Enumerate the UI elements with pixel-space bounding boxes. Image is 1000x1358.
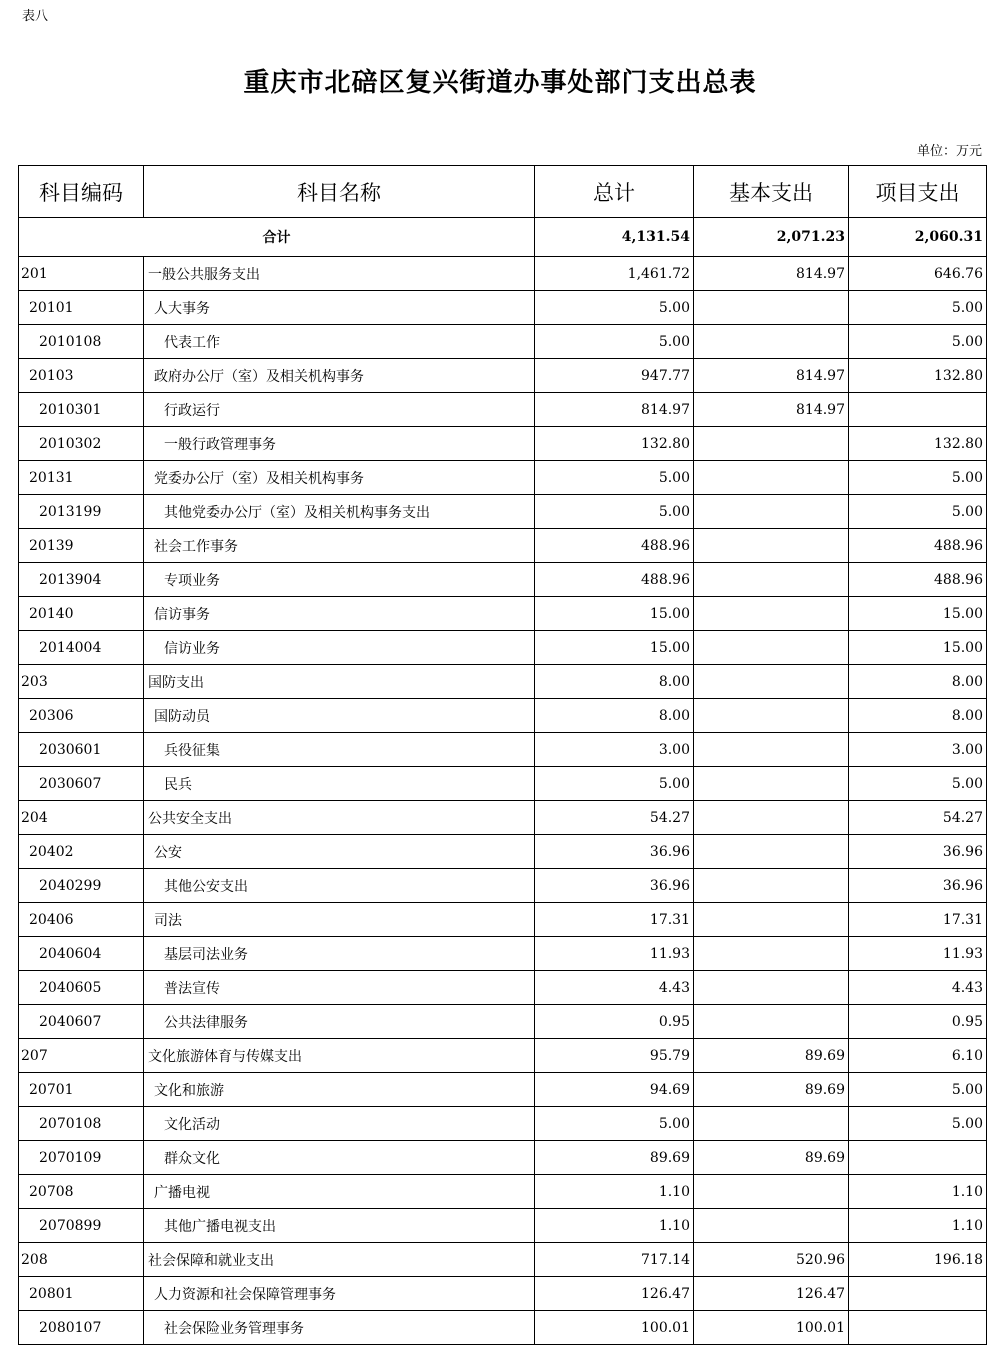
- table-row: [19, 563, 987, 597]
- row-project: 132.80: [849, 427, 987, 461]
- row-name: 基层司法业务: [144, 937, 535, 971]
- row-basic: [694, 1107, 849, 1141]
- row-code: 2040607: [19, 1005, 144, 1039]
- row-code: 2070109: [19, 1141, 144, 1175]
- row-code: 2010108: [19, 325, 144, 359]
- row-name: 政府办公厅（室）及相关机构事务: [144, 359, 535, 393]
- row-project: 132.80: [849, 359, 987, 393]
- row-code: 207: [19, 1039, 144, 1073]
- row-total: 54.27: [535, 801, 694, 835]
- table-row: [19, 1175, 987, 1209]
- row-total: 1,461.72: [535, 257, 694, 291]
- row-basic: [694, 665, 849, 699]
- row-total: 488.96: [535, 563, 694, 597]
- row-basic: [694, 461, 849, 495]
- row-name: 文化活动: [144, 1107, 535, 1141]
- row-basic: [694, 597, 849, 631]
- row-basic: [694, 835, 849, 869]
- row-name: 党委办公厅（室）及相关机构事务: [144, 461, 535, 495]
- row-total: 36.96: [535, 869, 694, 903]
- header-project: 项目支出: [849, 166, 987, 218]
- row-name: 兵役征集: [144, 733, 535, 767]
- row-project: 11.93: [849, 937, 987, 971]
- row-name: 其他广播电视支出: [144, 1209, 535, 1243]
- row-code: 2040605: [19, 971, 144, 1005]
- row-total: 5.00: [535, 767, 694, 801]
- header-row: [19, 166, 987, 218]
- row-code: 2080107: [19, 1311, 144, 1345]
- row-total: 89.69: [535, 1141, 694, 1175]
- row-basic: 100.01: [694, 1311, 849, 1345]
- header-basic: 基本支出: [694, 166, 849, 218]
- table-row: [19, 869, 987, 903]
- row-code: 2040604: [19, 937, 144, 971]
- row-basic: [694, 427, 849, 461]
- row-name: 国防支出: [144, 665, 535, 699]
- row-total: 1.10: [535, 1209, 694, 1243]
- row-project: 15.00: [849, 597, 987, 631]
- row-code: 20101: [19, 291, 144, 325]
- table-row: [19, 1005, 987, 1039]
- row-code: 2013904: [19, 563, 144, 597]
- row-basic: [694, 631, 849, 665]
- row-total: 126.47: [535, 1277, 694, 1311]
- table-row: [19, 461, 987, 495]
- row-name: 信访业务: [144, 631, 535, 665]
- row-basic: 520.96: [694, 1243, 849, 1277]
- table-row: [19, 733, 987, 767]
- header-name: 科目名称: [144, 166, 535, 218]
- row-basic: 89.69: [694, 1039, 849, 1073]
- row-project: 15.00: [849, 631, 987, 665]
- row-basic: [694, 699, 849, 733]
- row-project: 0.95: [849, 1005, 987, 1039]
- row-total: 15.00: [535, 631, 694, 665]
- row-name: 专项业务: [144, 563, 535, 597]
- row-code: 20402: [19, 835, 144, 869]
- row-basic: 814.97: [694, 393, 849, 427]
- table-row: [19, 257, 987, 291]
- table-row: [19, 1243, 987, 1277]
- table-row: [19, 699, 987, 733]
- row-basic: [694, 325, 849, 359]
- row-code: 2013199: [19, 495, 144, 529]
- row-total: 5.00: [535, 461, 694, 495]
- table-row: [19, 1209, 987, 1243]
- row-code: 2040299: [19, 869, 144, 903]
- row-project: 488.96: [849, 529, 987, 563]
- row-total: 8.00: [535, 699, 694, 733]
- row-code: 20708: [19, 1175, 144, 1209]
- table-row: [19, 1107, 987, 1141]
- row-name: 民兵: [144, 767, 535, 801]
- row-total: 947.77: [535, 359, 694, 393]
- row-project: 196.18: [849, 1243, 987, 1277]
- row-basic: 89.69: [694, 1073, 849, 1107]
- row-basic: [694, 495, 849, 529]
- row-code: 20701: [19, 1073, 144, 1107]
- table-tag: 表八: [22, 9, 49, 24]
- row-project: 6.10: [849, 1039, 987, 1073]
- row-total: 36.96: [535, 835, 694, 869]
- row-total: 17.31: [535, 903, 694, 937]
- row-total: 11.93: [535, 937, 694, 971]
- row-name: 社会工作事务: [144, 529, 535, 563]
- row-code: 2030607: [19, 767, 144, 801]
- table-row: [19, 1141, 987, 1175]
- row-code: 2014004: [19, 631, 144, 665]
- table-row: [19, 325, 987, 359]
- row-total: 132.80: [535, 427, 694, 461]
- row-name: 人力资源和社会保障管理事务: [144, 1277, 535, 1311]
- row-name: 社会保险业务管理事务: [144, 1311, 535, 1345]
- row-project: [849, 1311, 987, 1345]
- row-basic: [694, 1209, 849, 1243]
- row-project: 488.96: [849, 563, 987, 597]
- row-name: 群众文化: [144, 1141, 535, 1175]
- row-project: 4.43: [849, 971, 987, 1005]
- row-basic: [694, 971, 849, 1005]
- row-project: [849, 1277, 987, 1311]
- row-basic: [694, 801, 849, 835]
- row-name: 公共法律服务: [144, 1005, 535, 1039]
- table-row: [19, 801, 987, 835]
- row-project: 8.00: [849, 665, 987, 699]
- expenditure-table: [18, 165, 987, 1345]
- row-project: 36.96: [849, 835, 987, 869]
- row-project: 5.00: [849, 291, 987, 325]
- row-project: 5.00: [849, 325, 987, 359]
- row-total: 95.79: [535, 1039, 694, 1073]
- row-name: 公安: [144, 835, 535, 869]
- row-name: 行政运行: [144, 393, 535, 427]
- row-total: 5.00: [535, 1107, 694, 1141]
- row-code: 2070108: [19, 1107, 144, 1141]
- row-name: 司法: [144, 903, 535, 937]
- table-row: [19, 665, 987, 699]
- total-label: 合计: [19, 218, 535, 257]
- unit-label: 单位：万元: [916, 144, 982, 159]
- row-project: 5.00: [849, 1073, 987, 1107]
- row-code: 20131: [19, 461, 144, 495]
- row-name: 文化和旅游: [144, 1073, 535, 1107]
- table-row: [19, 971, 987, 1005]
- row-total: 814.97: [535, 393, 694, 427]
- row-code: 20406: [19, 903, 144, 937]
- row-name: 一般公共服务支出: [144, 257, 535, 291]
- table-row: [19, 1039, 987, 1073]
- table-row: [19, 495, 987, 529]
- row-basic: 814.97: [694, 359, 849, 393]
- row-code: 208: [19, 1243, 144, 1277]
- row-project: 5.00: [849, 461, 987, 495]
- row-code: 203: [19, 665, 144, 699]
- row-name: 代表工作: [144, 325, 535, 359]
- table-row: [19, 393, 987, 427]
- row-basic: [694, 563, 849, 597]
- row-name: 公共安全支出: [144, 801, 535, 835]
- row-total: 3.00: [535, 733, 694, 767]
- row-basic: [694, 937, 849, 971]
- table-row: [19, 767, 987, 801]
- row-name: 一般行政管理事务: [144, 427, 535, 461]
- row-code: 2010301: [19, 393, 144, 427]
- row-basic: [694, 1175, 849, 1209]
- row-code: 204: [19, 801, 144, 835]
- row-basic: 126.47: [694, 1277, 849, 1311]
- row-total: 1.10: [535, 1175, 694, 1209]
- table-row: [19, 903, 987, 937]
- total-project: 2,060.31: [849, 218, 987, 257]
- row-code: 2010302: [19, 427, 144, 461]
- row-project: 54.27: [849, 801, 987, 835]
- row-basic: 814.97: [694, 257, 849, 291]
- row-total: 717.14: [535, 1243, 694, 1277]
- row-basic: 89.69: [694, 1141, 849, 1175]
- row-basic: [694, 903, 849, 937]
- row-project: 1.10: [849, 1175, 987, 1209]
- row-project: 17.31: [849, 903, 987, 937]
- row-basic: [694, 733, 849, 767]
- row-name: 国防动员: [144, 699, 535, 733]
- row-total: 100.01: [535, 1311, 694, 1345]
- table-row: [19, 835, 987, 869]
- page-title: 重庆市北碚区复兴街道办事处部门支出总表: [243, 68, 757, 98]
- row-code: 2070899: [19, 1209, 144, 1243]
- header-total: 总计: [535, 166, 694, 218]
- row-project: 1.10: [849, 1209, 987, 1243]
- table-row: [19, 359, 987, 393]
- table-row: [19, 291, 987, 325]
- row-project: 646.76: [849, 257, 987, 291]
- table-row: [19, 427, 987, 461]
- row-total: 0.95: [535, 1005, 694, 1039]
- row-basic: [694, 1005, 849, 1039]
- row-total: 8.00: [535, 665, 694, 699]
- row-basic: [694, 291, 849, 325]
- row-total: 5.00: [535, 495, 694, 529]
- row-code: 20801: [19, 1277, 144, 1311]
- row-total: 15.00: [535, 597, 694, 631]
- row-project: [849, 393, 987, 427]
- row-name: 其他公安支出: [144, 869, 535, 903]
- row-basic: [694, 529, 849, 563]
- row-project: 5.00: [849, 495, 987, 529]
- row-project: 8.00: [849, 699, 987, 733]
- table-row: [19, 937, 987, 971]
- table-row: [19, 1277, 987, 1311]
- row-code: 2030601: [19, 733, 144, 767]
- row-basic: [694, 869, 849, 903]
- row-name: 普法宣传: [144, 971, 535, 1005]
- row-name: 人大事务: [144, 291, 535, 325]
- row-project: 5.00: [849, 1107, 987, 1141]
- row-code: 20103: [19, 359, 144, 393]
- row-total: 5.00: [535, 291, 694, 325]
- row-code: 201: [19, 257, 144, 291]
- row-code: 20140: [19, 597, 144, 631]
- row-name: 信访事务: [144, 597, 535, 631]
- row-name: 文化旅游体育与传媒支出: [144, 1039, 535, 1073]
- table-row: [19, 597, 987, 631]
- row-name: 其他党委办公厅（室）及相关机构事务支出: [144, 495, 535, 529]
- row-total: 5.00: [535, 325, 694, 359]
- row-total: 488.96: [535, 529, 694, 563]
- total-basic: 2,071.23: [694, 218, 849, 257]
- row-total: 94.69: [535, 1073, 694, 1107]
- row-project: 3.00: [849, 733, 987, 767]
- table-row: [19, 529, 987, 563]
- total-row: [19, 218, 987, 257]
- row-name: 社会保障和就业支出: [144, 1243, 535, 1277]
- table-row: [19, 631, 987, 665]
- total-sum: 4,131.54: [535, 218, 694, 257]
- row-code: 20139: [19, 529, 144, 563]
- row-project: [849, 1141, 987, 1175]
- row-project: 5.00: [849, 767, 987, 801]
- row-project: 36.96: [849, 869, 987, 903]
- row-total: 4.43: [535, 971, 694, 1005]
- row-name: 广播电视: [144, 1175, 535, 1209]
- header-code: 科目编码: [19, 166, 144, 218]
- row-code: 20306: [19, 699, 144, 733]
- table-row: [19, 1311, 987, 1345]
- table-row: [19, 1073, 987, 1107]
- row-basic: [694, 767, 849, 801]
